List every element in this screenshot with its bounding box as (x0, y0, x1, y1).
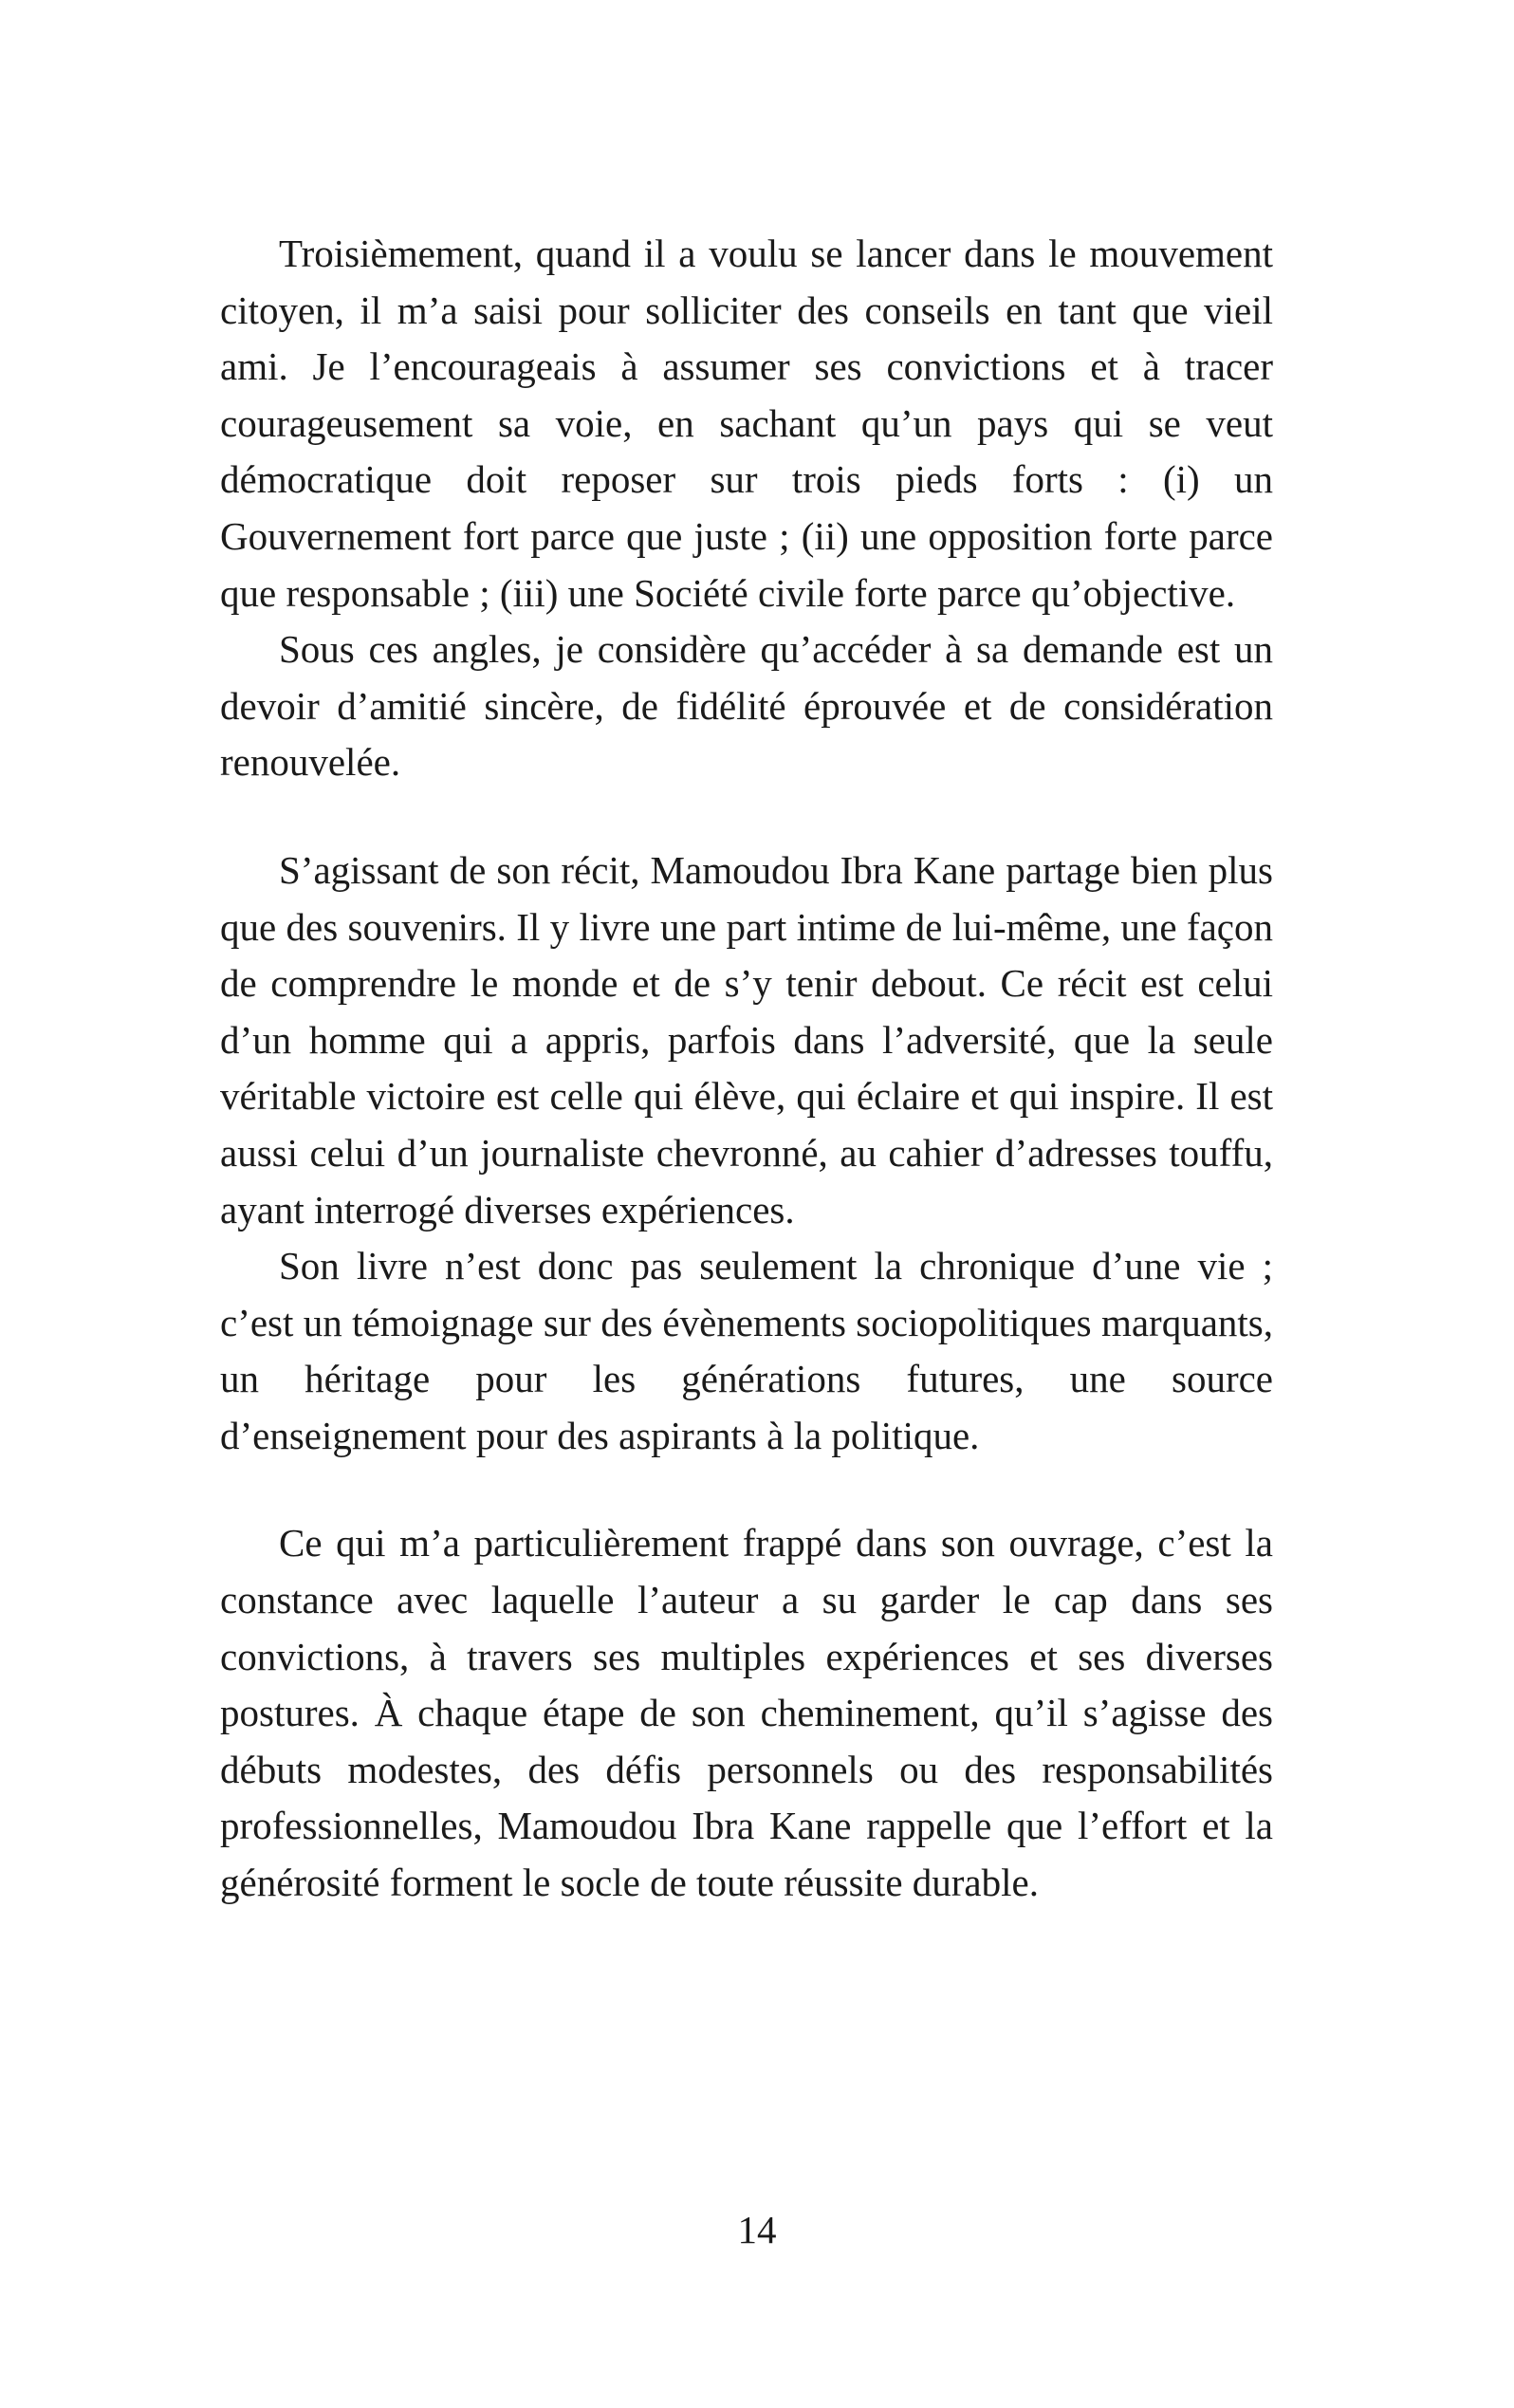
page-body (220, 226, 1273, 1912)
paragraph: Troisièmement, quand il a voulu se lancer dans le mouvement citoyen, il m’a saisi pour solliciter des conseils en tant que vieil ami. Je l’encourageais à assumer ses convictions et à tracer courageusement sa voie, en sachant qu’un pays qui se veut démocratique doit reposer sur trois pieds forts : (i) un Gouvernement fort parce que juste ; (ii) une opposition forte parce que responsable ; (iii) une Société civile forte parce qu’objective. (220, 232, 1273, 615)
section-gap (220, 1464, 1273, 1515)
paragraph: S’agissant de son récit, Mamoudou Ibra Kane partage bien plus que des souvenirs. Il y livre une part intime de lui-même, une façon de comprendre le monde et de s’y tenir debout. Ce récit est celui d’un homme qui a appris, parfois dans l’adversité, que la seule véritable victoire est celle qui élève, qui éclaire et qui inspire. Il est aussi celui d’un journaliste chevronné, au cahier d’adresses touffu, ayant interrogé diverses expériences. (220, 847, 1273, 1232)
section-gap (220, 791, 1273, 843)
paragraph: Ce qui m’a particulièrement frappé dans son ouvrage, c’est la constance avec laquelle l’auteur a su garder le cap dans ses convictions, à travers ses multiples expériences et ses diverses postures. À chaque étape de son cheminement, qu’il s’agisse des débuts modestes, des défis personnels ou des responsabilités professionnelles, Mamoudou Ibra Kane rappelle que l’effort et la générosité forment le socle de toute réussite durable. (220, 1521, 1273, 1905)
paragraph: Sous ces angles, je considère qu’accéder à sa demande est un devoir d’amitié sincère, de fidélité éprouvée et de considération renouvelée. (220, 627, 1273, 785)
paragraph: Son livre n’est donc pas seulement la chronique d’une vie ; c’est un témoignage sur des évènements sociopolitiques marquants, un héritage pour les générations futures, une source d’enseignement pour des aspirants à la politique. (220, 1244, 1273, 1457)
page-number: 14 (737, 2208, 777, 2251)
